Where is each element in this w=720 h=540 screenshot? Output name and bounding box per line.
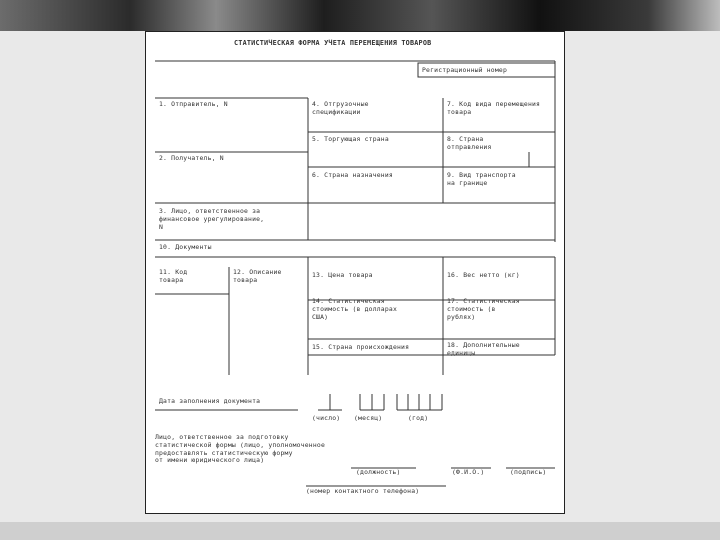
form-title: СТАТИСТИЧЕСКАЯ ФОРМА УЧЕТА ПЕРЕМЕЩЕНИЯ ТОВАРОВ (234, 39, 432, 47)
day-label: (число) (312, 414, 341, 422)
field-9-transport-mode: 9. Вид транспорта на границе (447, 171, 516, 187)
name-label: (Ф.И.О.) (452, 468, 485, 476)
field-14-stat-value-usd: 14. Статистическая стоимость (в долларах США) (312, 297, 397, 321)
field-5-trading-country: 5. Торгующая страна (312, 135, 389, 143)
field-16-net-weight: 16. Вес нетто (кг) (447, 271, 520, 279)
field-7-movement-code: 7. Код вида перемещения товара (447, 100, 541, 116)
field-3-financial-party: 3. Лицо, ответственное за финансовое урегулирование, N (159, 207, 265, 231)
phone-label: (номер контактного телефона) (306, 487, 420, 495)
field-13-goods-price: 13. Цена товара (312, 271, 373, 279)
field-1-sender: 1. Отправитель, N (159, 100, 228, 108)
field-18-additional-units: 18. Дополнительные единицы (447, 341, 520, 357)
field-2-recipient: 2. Получатель, N (159, 154, 224, 162)
bottom-bar (0, 522, 720, 540)
signature-label: (подпись) (510, 468, 547, 476)
field-8-dispatch-country: 8. Страна отправления (447, 135, 492, 151)
statistical-form-document (145, 31, 565, 514)
field-15-origin-country: 15. Страна происхождения (312, 343, 410, 351)
field-10-documents: 10. Документы (159, 243, 212, 251)
fill-date-label: Дата заполнения документа (159, 397, 261, 405)
field-12-goods-description: 12. Описание товара (233, 268, 282, 284)
registration-number-label: Регистрационный номер (422, 66, 507, 74)
responsible-person-text: Лицо, ответственное за подготовку статистической формы (лицо, уполномоченное предоставлять статистическую форму от имени юридического лица) (155, 433, 325, 465)
field-11-goods-code: 11. Код товара (159, 268, 188, 284)
field-6-destination-country: 6. Страна назначения (312, 171, 393, 179)
year-label: (год) (408, 414, 429, 422)
field-17-stat-value-rub: 17. Статистическая стоимость (в рублях) (447, 297, 520, 321)
month-label: (месяц) (354, 414, 383, 422)
position-label: (должность) (356, 468, 401, 476)
top-banner-image (0, 0, 720, 31)
field-4-shipping-specs: 4. Отгрузочные спецификации (312, 100, 369, 116)
